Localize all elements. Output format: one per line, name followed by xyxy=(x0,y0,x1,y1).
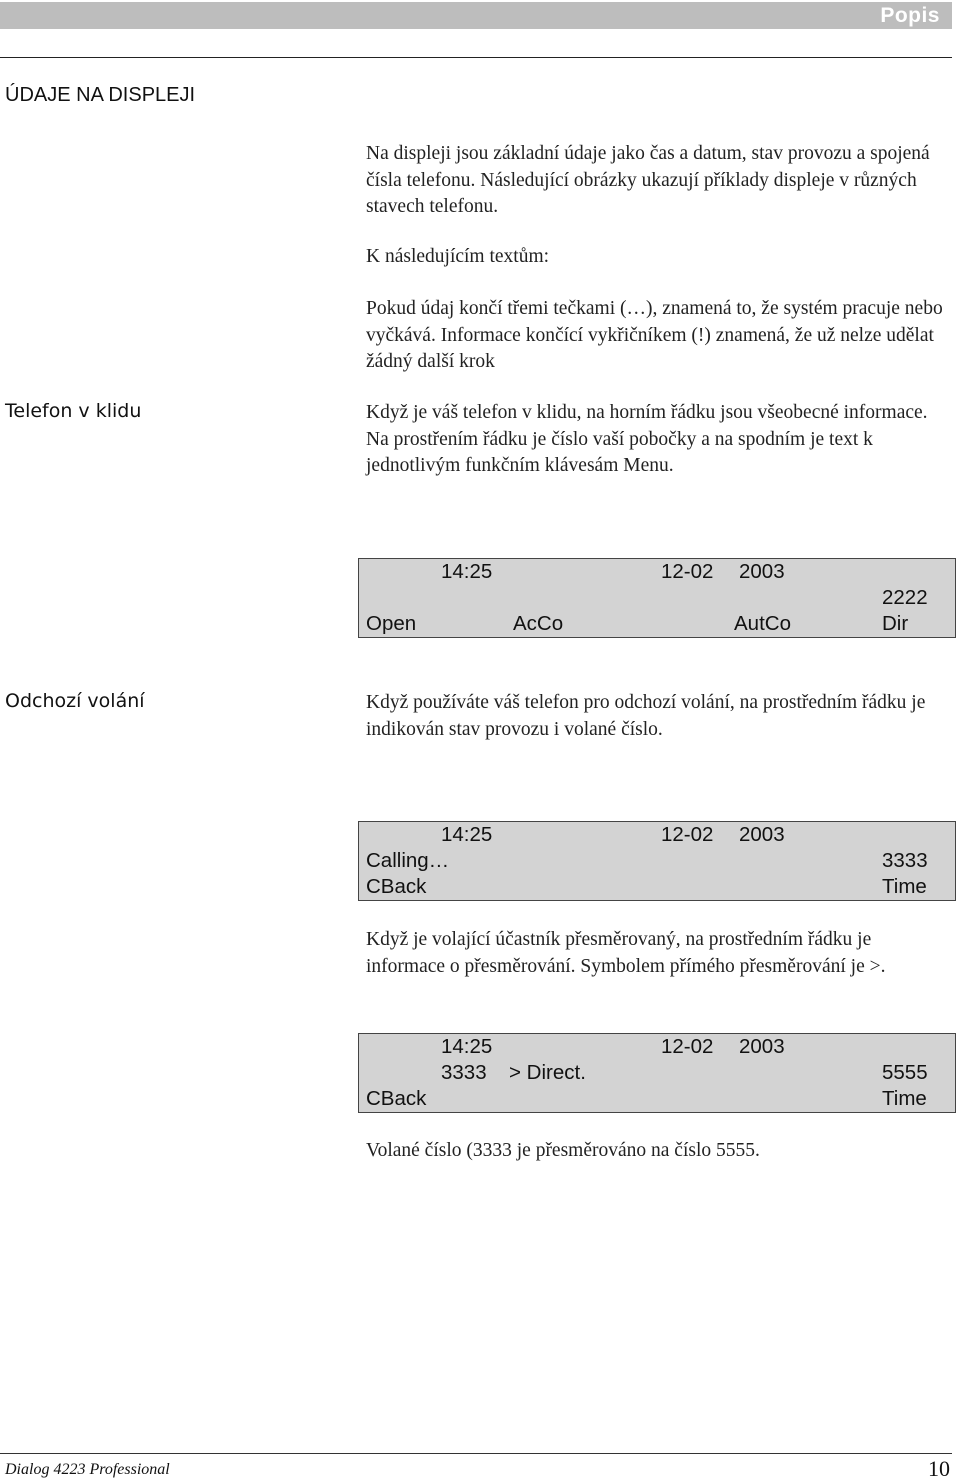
display-date: 12-02 xyxy=(661,560,714,583)
outgoing-text: Když používáte váš telefon pro odchozí volání, na prostředním řádku je indikován stav provozu i volané číslo. xyxy=(366,692,926,740)
header-divider xyxy=(0,57,952,58)
display-year: 2003 xyxy=(739,1035,785,1058)
menu-key-cback: CBack xyxy=(366,1087,427,1110)
section-title: ÚDAJE NA DISPLEJI xyxy=(5,84,196,106)
idle-text: Když je váš telefon v klidu, na horním řádku jsou všeobecné informace. Na prostřením řádku je číslo vaší pobočky a na spodním je text k jednotlivým funkčním klávesám Menu. xyxy=(366,402,928,476)
display-direct-indicator: > Direct. xyxy=(509,1061,586,1084)
intro-note-heading: K následujícím textům: xyxy=(366,246,550,267)
display-time: 14:25 xyxy=(441,823,493,846)
display-call-status: Calling… xyxy=(366,849,450,872)
menu-key-acco: AcCo xyxy=(513,612,564,635)
idle-display xyxy=(358,558,956,638)
display-year: 2003 xyxy=(739,560,785,583)
menu-key-cback: CBack xyxy=(366,875,427,898)
menu-key-open: Open xyxy=(366,612,417,635)
footer-model: Dialog 4223 Professional xyxy=(5,1461,170,1478)
header-bar xyxy=(0,2,952,29)
display-extension-number: 2222 xyxy=(882,586,928,609)
header-title: Popis xyxy=(880,4,940,27)
redirect-caption: Volané číslo (3333 je přesměrováno na číslo 5555. xyxy=(366,1140,760,1161)
idle-heading: Telefon v klidu xyxy=(5,400,142,422)
display-date: 12-02 xyxy=(661,1035,714,1058)
menu-key-autco: AutCo xyxy=(734,612,791,635)
page-number: 10 xyxy=(928,1456,950,1481)
display-time: 14:25 xyxy=(441,1035,493,1058)
menu-key-time: Time xyxy=(882,875,927,898)
outgoing-heading: Odchozí volání xyxy=(5,690,145,712)
display-redirect-number: 5555 xyxy=(882,1061,928,1084)
display-called-number: 3333 xyxy=(882,849,928,872)
display-time: 14:25 xyxy=(441,560,493,583)
intro-paragraph: Na displeji jsou základní údaje jako čas a datum, stav provozu a spojená čísla telefonu. Následující obrázky ukazují příklady displeje v různých stavech telefonu. xyxy=(366,143,930,217)
display-date: 12-02 xyxy=(661,823,714,846)
display-original-number: 3333 xyxy=(441,1061,487,1084)
redirect-text: Když je volající účastník přesměrovaný, na prostředním řádku je informace o přesměrování. Symbolem přímého přesměrování je >. xyxy=(366,929,886,977)
display-year: 2003 xyxy=(739,823,785,846)
menu-key-dir: Dir xyxy=(882,612,909,635)
calling-display xyxy=(358,821,956,901)
redirect-display xyxy=(358,1033,956,1113)
footer-divider xyxy=(0,1453,952,1454)
intro-note-text: Pokud údaj končí třemi tečkami (…), znamená to, že systém pracuje nebo vyčkává. Informace končící vykřičníkem (!) znamená, že už nelze udělat žádný další krok xyxy=(366,298,943,372)
menu-key-time: Time xyxy=(882,1087,927,1110)
